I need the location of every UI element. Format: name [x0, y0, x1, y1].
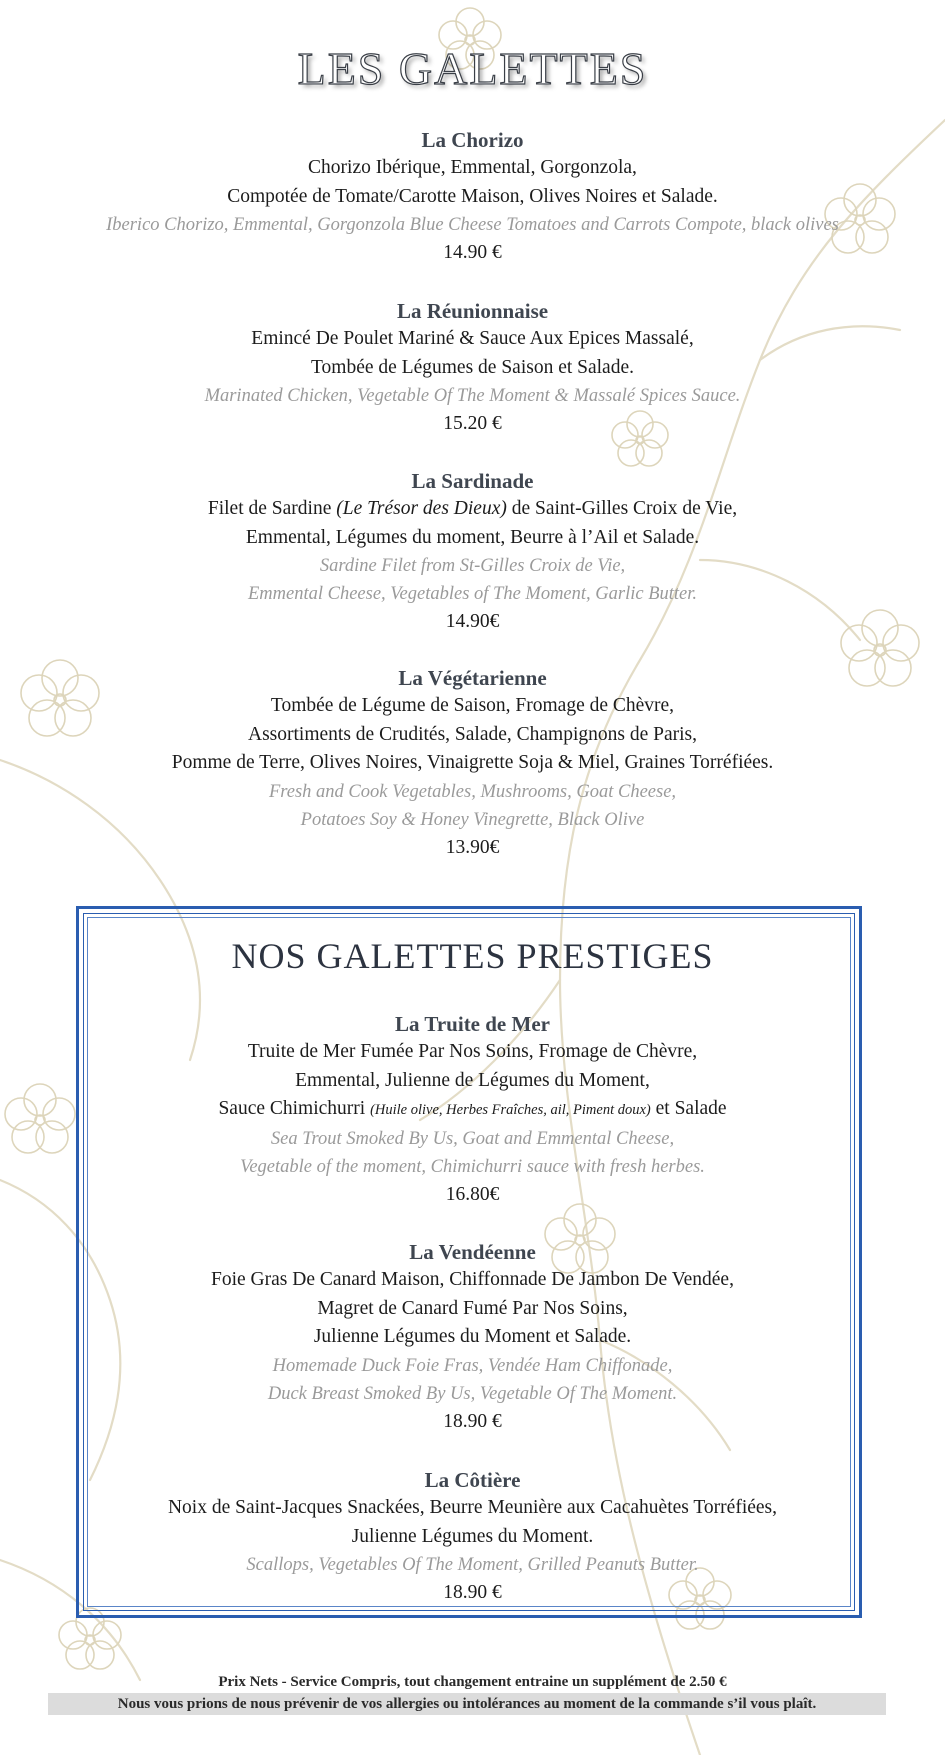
item-description: Truite de Mer Fumée Par Nos Soins, Fromage de Chèvre,	[247, 1041, 698, 1062]
pricing-note: Prix Nets - Service Compris, tout changement entraine un supplément de 2.50 €	[218, 1674, 727, 1690]
prestige-title: NOS GALETTES PRESTIGES	[231, 936, 714, 976]
item-description: Magret de Canard Fumé Par Nos Soins,	[317, 1297, 628, 1319]
item-description: Chorizo Ibérique, Emmental, Gorgonzola,	[308, 157, 637, 178]
item-price: 18.90 €	[443, 1410, 502, 1432]
item-price: 14.90€	[445, 611, 500, 632]
item-description: Julienne Légumes du Moment et Salade.	[313, 1326, 632, 1347]
item-description-italic: (Le Trésor des Dieux)	[336, 498, 507, 519]
menu-item	[0, 1238, 945, 1436]
item-description: Assortiments de Crudités, Salade, Champignons de Paris,	[248, 723, 697, 745]
item-description: Julienne Légumes du Moment.	[351, 1525, 594, 1547]
item-price: 15.20 €	[443, 413, 502, 434]
menu-item	[0, 1466, 945, 1607]
item-description: Tombée de Légumes de Saison et Salade.	[311, 356, 634, 378]
item-description-part: Sauce Chimichurri	[218, 1098, 371, 1119]
menu-item	[0, 126, 945, 267]
item-description-part: et Salade	[650, 1098, 727, 1119]
item-english-description: Homemade Duck Foie Fras, Vendée Ham Chiffonade,	[272, 1355, 673, 1376]
item-english-description: Sardine Filet from St-Gilles Croix de Vie,	[319, 556, 626, 576]
item-description: Emmental, Légumes du moment, Beurre à l’Ail et Salade.	[245, 526, 700, 548]
item-english-description: Sea Trout Smoked By Us, Goat and Emmental Cheese,	[270, 1128, 675, 1149]
menu-item	[0, 1010, 945, 1209]
item-description	[0, 495, 945, 524]
allergy-note: Nous vous prions de nous prévenir de vos allergies ou intolérances au moment de la commande s’il vous plaît.	[48, 1693, 886, 1715]
item-description-italic: (Huile olive, Herbes Fraîches, ail, Piment doux)	[370, 1102, 651, 1118]
item-english-description: Fresh and Cook Vegetables, Mushrooms, Goat Cheese,	[268, 781, 677, 802]
item-description: Compotée de Tomate/Carotte Maison, Olives Noires et Salade.	[227, 185, 718, 207]
item-price: 16.80€	[445, 1183, 500, 1205]
item-english-description: Potatoes Soy & Honey Vinegrette, Black Olive	[300, 809, 645, 830]
item-description-part: Filet de Sardine	[207, 498, 337, 519]
item-name: La Chorizo	[421, 128, 524, 152]
item-name: La Réunionnaise	[396, 299, 549, 323]
item-description: Noix de Saint-Jacques Snackées, Beurre Meunière aux Cacahuètes Torréfiées,	[167, 1497, 778, 1518]
item-price: 13.90€	[445, 836, 500, 858]
item-description: Pomme de Terre, Olives Noires, Vinaigrette Soja & Miel, Graines Torréfiées.	[171, 752, 774, 773]
item-name: La Vendéenne	[409, 1240, 536, 1264]
item-description: Foie Gras De Canard Maison, Chiffonnade De Jambon De Vendée,	[211, 1269, 734, 1290]
item-price: 18.90 €	[443, 1582, 502, 1603]
item-english-description: Duck Breast Smoked By Us, Vegetable Of The Moment.	[267, 1383, 678, 1404]
page-title: LES GALETTES	[297, 43, 648, 94]
item-description	[0, 1095, 945, 1125]
item-description: Tombée de Légume de Saison, Fromage de Chèvre,	[270, 695, 675, 716]
item-price: 14.90 €	[443, 242, 502, 263]
item-name: La Sardinade	[411, 469, 534, 493]
item-english-description: Marinated Chicken, Vegetable Of The Moment & Massalé Spices Sauce.	[204, 386, 741, 406]
item-english-description: Iberico Chorizo, Emmental, Gorgonzola Blue Cheese Tomatoes and Carrots Compote, black olives	[106, 215, 839, 235]
item-description: Emincé De Poulet Mariné & Sauce Aux Epices Massalé,	[251, 328, 694, 349]
item-name: La Côtière	[424, 1468, 521, 1492]
item-english-description: Scallops, Vegetables Of The Moment, Grilled Peanuts Butter.	[246, 1555, 699, 1575]
item-english-description: Vegetable of the moment, Chimichurri sauce with fresh herbes.	[240, 1156, 705, 1177]
item-description: Emmental, Julienne de Légumes du Moment,	[295, 1069, 650, 1091]
item-english-description: Emmental Cheese, Vegetables of The Moment, Garlic Butter.	[247, 584, 698, 604]
item-name: La Truite de Mer	[395, 1012, 550, 1036]
menu-item	[0, 297, 945, 438]
menu-item	[0, 467, 945, 636]
menu-item	[0, 664, 945, 862]
item-description-part: de Saint-Gilles Croix de Vie,	[506, 498, 738, 519]
item-name: La Végétarienne	[398, 666, 547, 690]
